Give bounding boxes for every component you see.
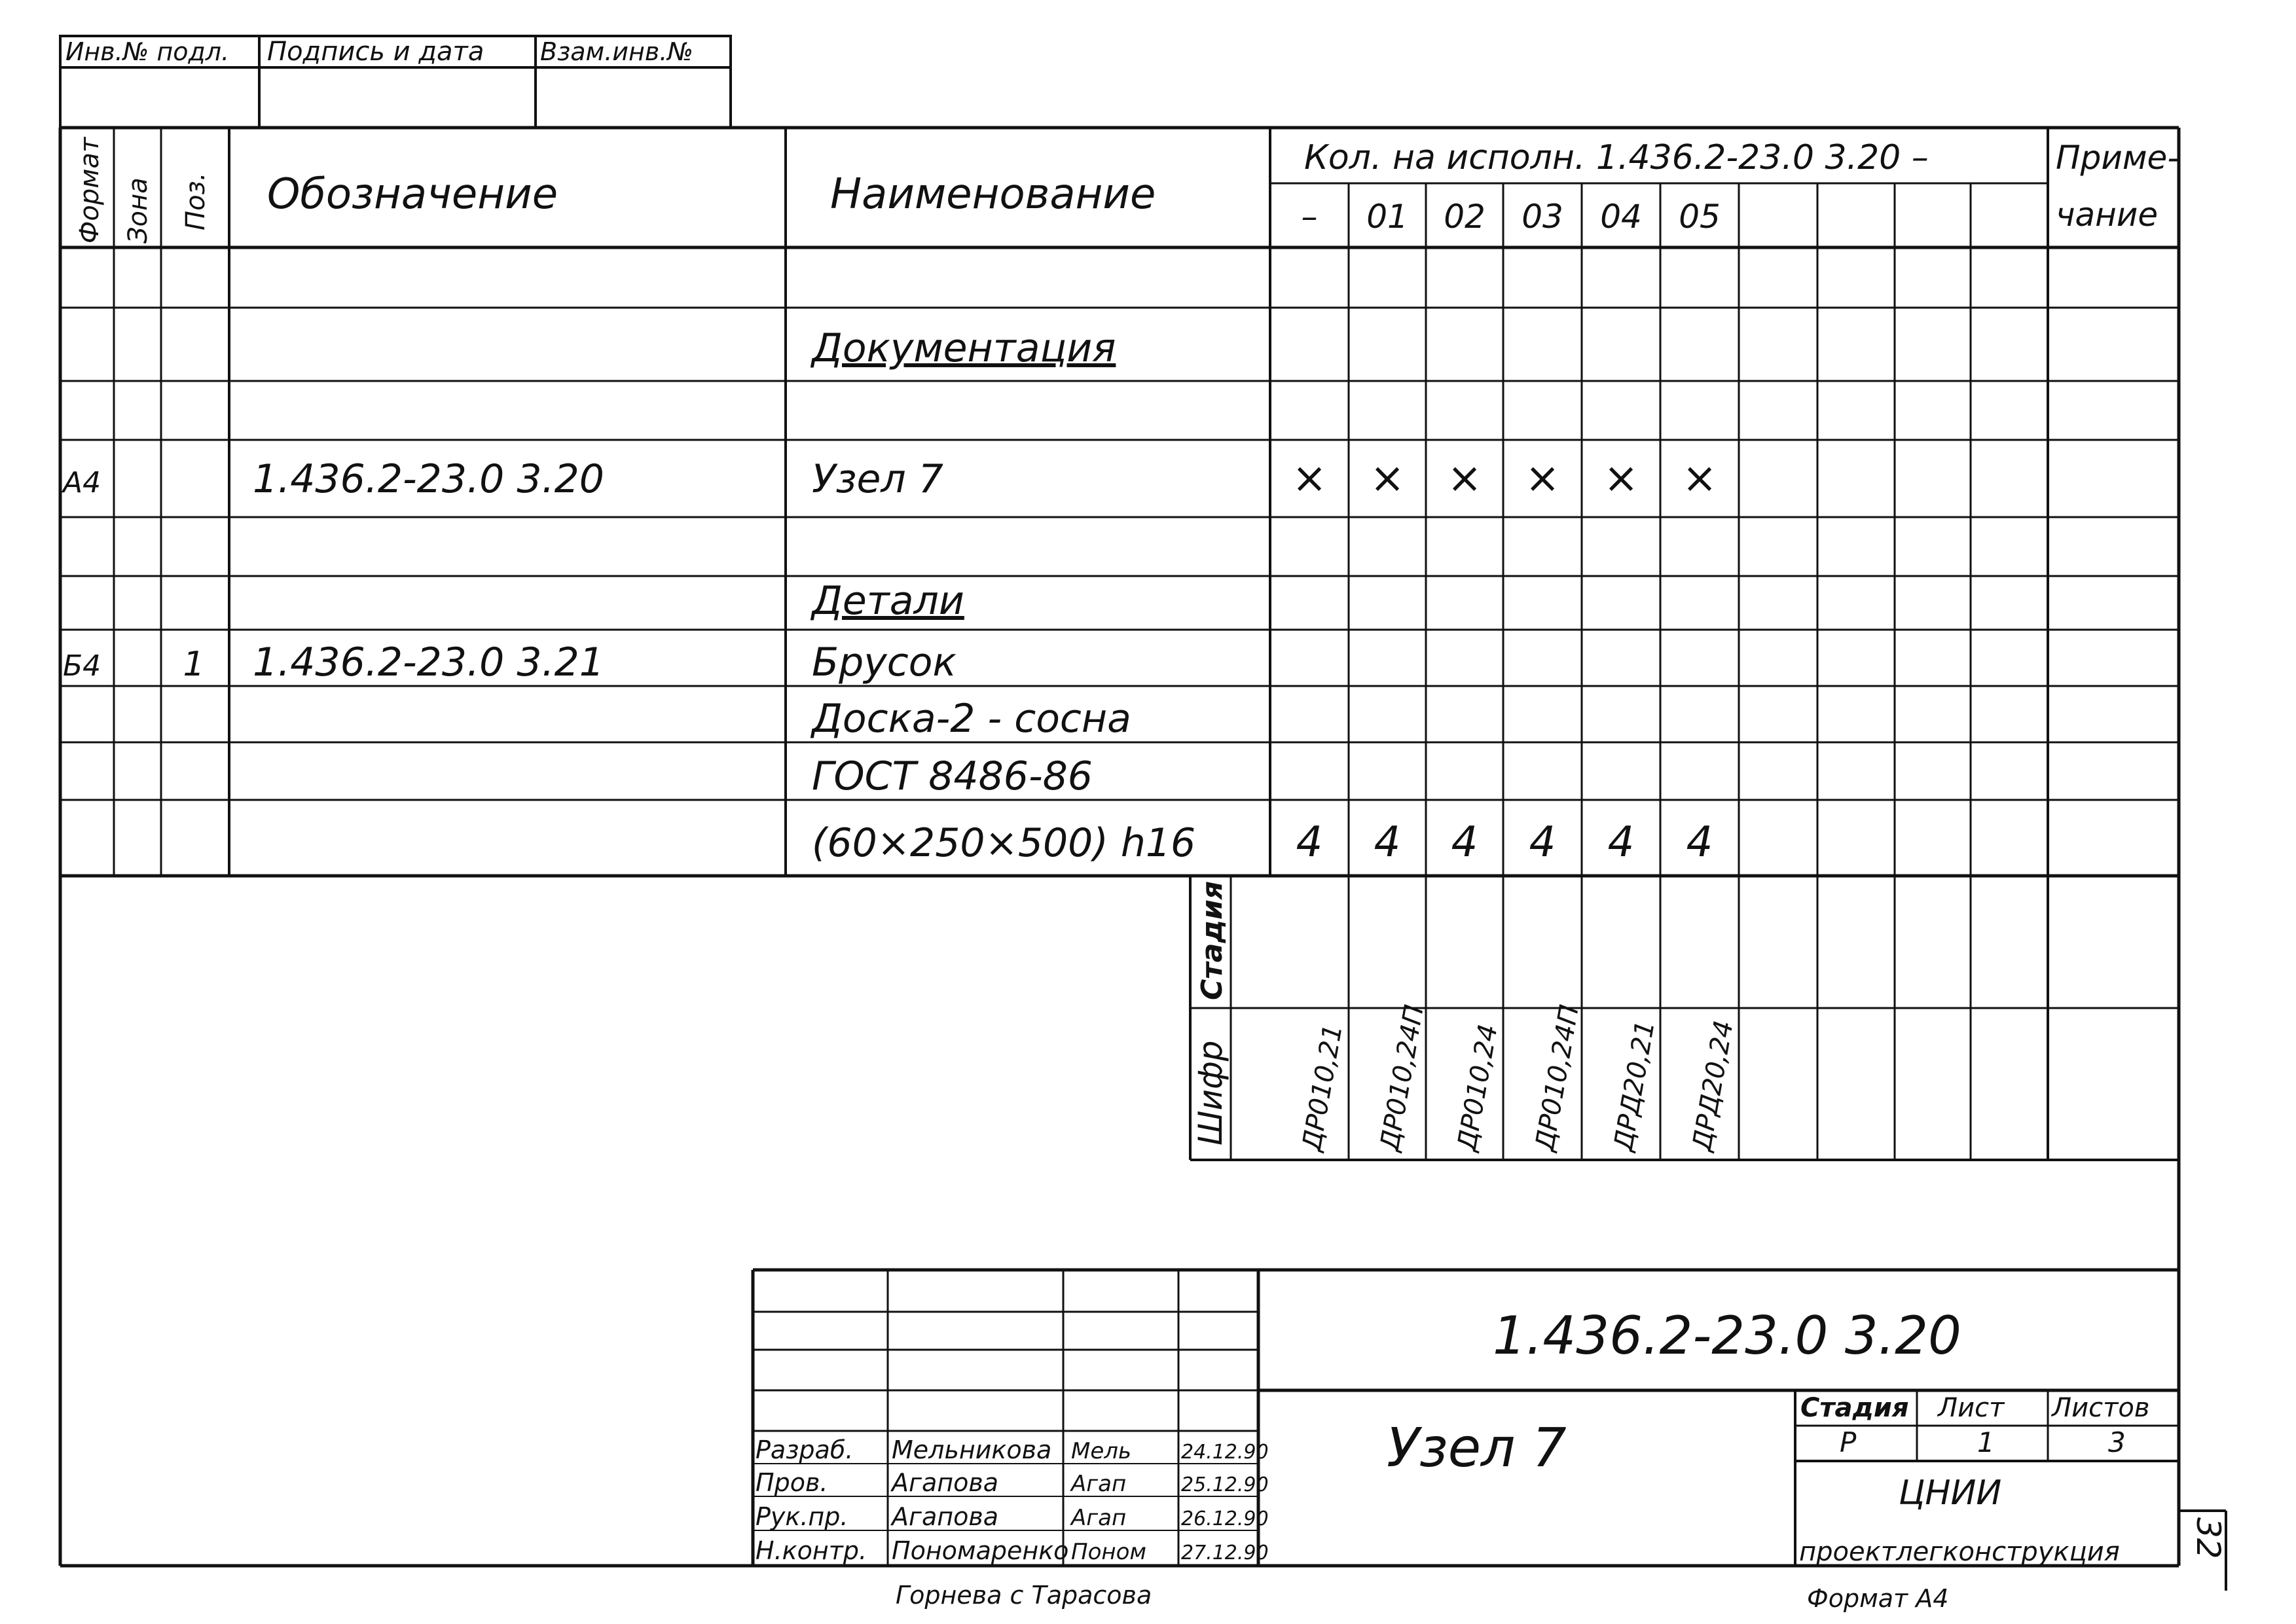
variant-header: 02 — [1444, 198, 1485, 236]
organization-line2: проектлегконструкция — [1799, 1537, 2120, 1567]
signature-date: 24.12.90 — [1181, 1441, 1269, 1464]
below-note: Горнева с Тарасова — [896, 1581, 1152, 1610]
header-designation: Обозначение — [267, 170, 558, 219]
signature-date: 27.12.90 — [1181, 1542, 1269, 1564]
document-code: 1.436.2-23.0 3.20 — [1493, 1305, 1961, 1366]
variant-header: 01 — [1366, 198, 1408, 236]
stage-code: ДР010,24П — [1529, 1002, 1585, 1153]
signature-sign: Агап — [1071, 1471, 1127, 1497]
row-name: Документация — [812, 325, 1116, 371]
stage-value: Р — [1840, 1426, 1857, 1458]
stage-code-block — [1190, 876, 2179, 1160]
signature-name: Пономаренко — [892, 1536, 1069, 1565]
row-pos: 1 — [183, 645, 205, 684]
stage-code: ДРД20,21 — [1608, 1018, 1661, 1153]
row-format: А4 — [63, 466, 101, 499]
stage-code: ДРД20,24 — [1686, 1018, 1740, 1153]
row-format: Б4 — [63, 649, 101, 683]
row-quantity: × — [1603, 454, 1639, 503]
signature-name: Агапова — [892, 1502, 999, 1531]
organization-line1: ЦНИИ — [1899, 1473, 2002, 1513]
sign-date-label: Подпись и дата — [267, 37, 484, 67]
signature-role: Пров. — [756, 1468, 828, 1497]
variant-header: – — [1301, 198, 1318, 236]
row-designation: 1.436.2-23.0 3.20 — [253, 456, 604, 502]
signature-name: Агапова — [892, 1468, 999, 1497]
format-note: Формат А4 — [1807, 1584, 1949, 1613]
row-name: (60×250×500) h16 — [812, 820, 1196, 866]
signature-date: 26.12.90 — [1181, 1507, 1269, 1530]
row-quantity: × — [1525, 454, 1560, 503]
spec-row — [810, 696, 1131, 742]
header-format: Формат — [75, 137, 105, 244]
stage-code: ДР010,24 — [1451, 1022, 1504, 1153]
stage-code: ДР010,24П — [1374, 1002, 1430, 1153]
signature-sign: Мель — [1071, 1438, 1132, 1464]
row-name: ГОСТ 8486-86 — [812, 753, 1093, 799]
page-number: 32 — [2189, 1517, 2227, 1559]
spec-rows — [61, 325, 1717, 867]
spec-row — [810, 578, 964, 624]
row-quantity: × — [1447, 454, 1482, 503]
row-name: Доска-2 - сосна — [812, 696, 1131, 742]
vzam-inv-label: Взам.инв.№ — [540, 37, 693, 66]
variant-header: 03 — [1522, 198, 1563, 236]
signature-row — [756, 1536, 1269, 1565]
variant-header: 04 — [1600, 198, 1642, 236]
signature-row — [756, 1502, 1269, 1531]
row-quantity: 4 — [1529, 818, 1556, 867]
row-quantity: × — [1370, 454, 1405, 503]
signature-row — [756, 1435, 1269, 1464]
sheet-header: Лист — [1938, 1393, 2005, 1423]
variant-column-headers — [1302, 198, 1721, 236]
header-pos: Поз. — [181, 172, 211, 230]
inv-no-label: Инв.№ подл. — [65, 37, 230, 66]
signature-date: 25.12.90 — [1181, 1473, 1269, 1496]
header-zone: Зона — [123, 177, 153, 244]
spec-row — [63, 640, 957, 685]
drawing-title: Узел 7 — [1387, 1417, 1567, 1479]
signature-role: Разраб. — [756, 1435, 854, 1464]
signature-name: Мельникова — [892, 1435, 1052, 1464]
row-name: Брусок — [812, 640, 957, 685]
row-name: Детали — [812, 578, 964, 624]
spec-row — [810, 325, 1116, 371]
stage-label: Стадия — [1195, 880, 1229, 1000]
header-note-line1: Приме- — [2056, 139, 2179, 177]
spec-row — [812, 818, 1713, 867]
row-quantity: × — [1682, 454, 1717, 503]
row-designation: 1.436.2-23.0 3.21 — [253, 640, 604, 685]
row-quantity: 4 — [1686, 818, 1713, 867]
sheets-header: Листов — [2052, 1393, 2150, 1423]
stage-codes — [1296, 1003, 1740, 1155]
row-quantity: 4 — [1607, 818, 1635, 867]
row-name: Узел 7 — [812, 456, 943, 502]
header-name: Наименование — [830, 170, 1156, 219]
spec-row — [812, 753, 1093, 799]
header-note-line2: чание — [2056, 196, 2159, 234]
stage-code: ДР010,21 — [1296, 1022, 1349, 1153]
signature-role: Н.контр. — [756, 1536, 867, 1565]
spec-row — [61, 454, 1717, 503]
signature-row — [756, 1468, 1269, 1497]
signature-rows — [756, 1435, 1269, 1565]
top-stamp — [60, 36, 731, 128]
signature-sign: Агап — [1071, 1505, 1127, 1531]
spec-headers — [75, 136, 2179, 244]
row-quantity: 4 — [1374, 818, 1401, 867]
row-quantity: 4 — [1451, 818, 1478, 867]
signature-role: Рук.пр. — [756, 1502, 848, 1531]
code-label: Шифр — [1192, 1040, 1230, 1146]
signature-sign: Поном — [1071, 1539, 1147, 1565]
row-quantity: × — [1292, 454, 1327, 503]
sheet-value: 1 — [1977, 1426, 1995, 1458]
variant-header: 05 — [1679, 198, 1721, 236]
header-quantity: Кол. на исполн. 1.436.2-23.0 3.20 – — [1304, 138, 1929, 177]
sheets-value: 3 — [2108, 1426, 2126, 1458]
row-quantity: 4 — [1296, 818, 1323, 867]
stage-header: Стадия — [1800, 1393, 1909, 1423]
